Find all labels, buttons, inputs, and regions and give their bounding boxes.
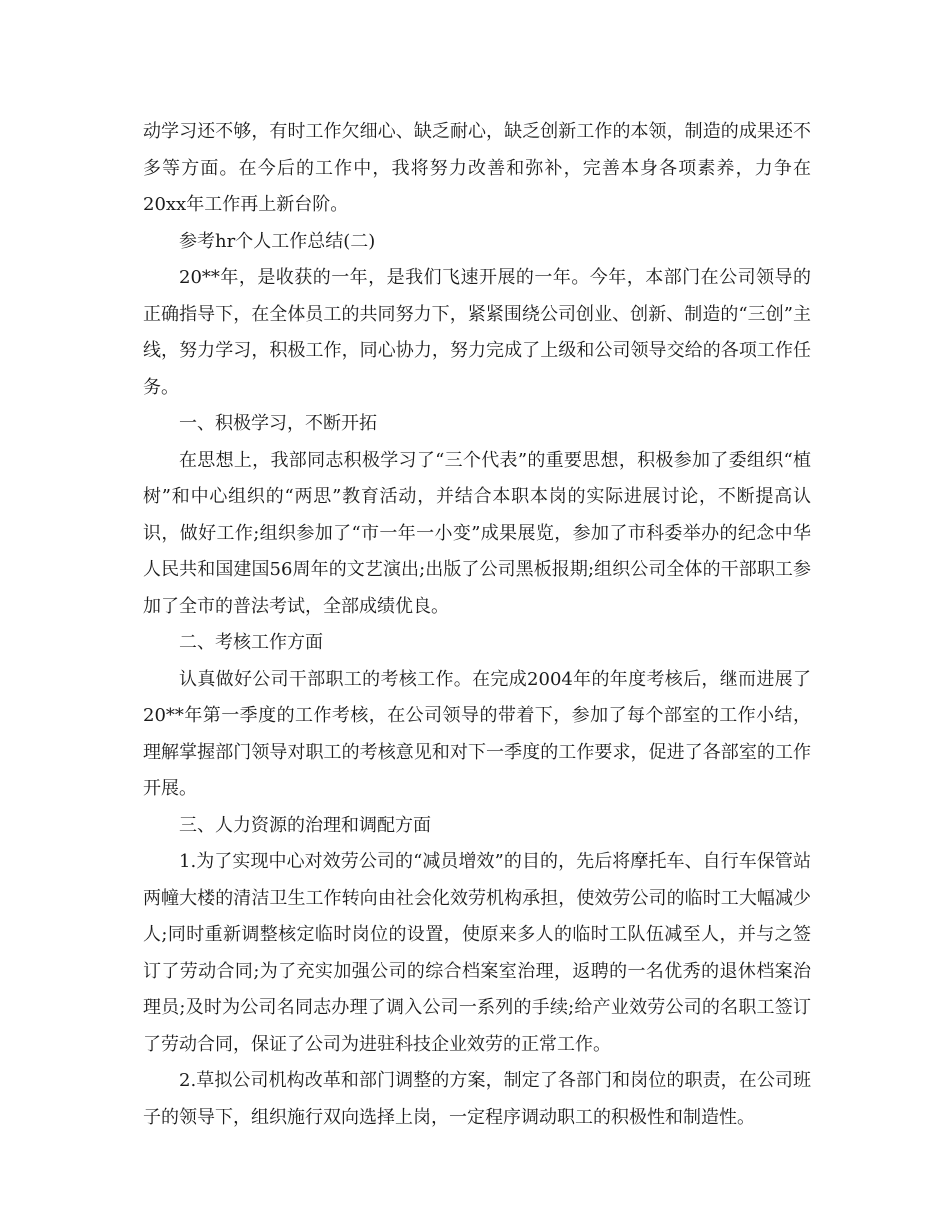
heading-learning: 一、积极学习，不断开拓 (179, 413, 377, 434)
paragraph-hr-item-2: 2.草拟公司机构改革和部门调整的方案，制定了各部门和岗位的职责，在公司班子的领导下，组织施行双向选择上岗，一定程序调动职工的积极性和制造性。 (143, 1070, 811, 1128)
section-title-reference: 参考hr个人工作总结(二) (179, 230, 376, 252)
paragraph-assessment: 认真做好公司干部职工的考核工作。在完成2004年的年度考核后，继而进展了20**年第一季度的工作考核，在公司领导的带着下，参加了每个部室的工作小结，理解掌握部门领导对职工的考核意见和对下一季度的工作要求，促进了各部室的工作开展。 (143, 668, 811, 799)
paragraph-hr-item-1: 1.为了实现中心对效劳公司的“减员增效”的目的，先后将摩托车、自行车保管站两幢大楼的清洁卫生工作转向由社会化效劳机构承担，使效劳公司的临时工大幅减少人;同时重新调整核定临时岗位的设置，使原来多人的临时工队伍减至人，并与之签订了劳动合同;为了充实加强公司的综合档案室治理，返聘的一名优秀的退休档案治理员;及时为公司名同志办理了调入公司一系列的手续;给产业效劳公司的名职工签订了劳动合同，保证了公司为进驻科技企业效劳的正常工作。 (143, 851, 811, 1055)
paragraph-continuation: 动学习还不够，有时工作欠细心、缺乏耐心，缺乏创新工作的本领，制造的成果还不多等方面。在今后的工作中，我将努力改善和弥补，完善本身各项素养，力争在20xx年工作再上新台阶。 (143, 121, 811, 215)
paragraph-intro: 20**年，是收获的一年，是我们飞速开展的一年。今年，本部门在公司领导的正确指导下，在全体员工的共同努力下，紧紧围绕公司创业、创新、制造的“三创”主线，努力学习，积极工作，同心协力，努力完成了上级和公司领导交给的各项工作任务。 (143, 267, 811, 398)
document-body (143, 114, 811, 1136)
heading-assessment: 二、考核工作方面 (179, 632, 323, 653)
heading-hr-management: 三、人力资源的治理和调配方面 (179, 814, 431, 836)
paragraph-learning: 在思想上，我部同志积极学习了“三个代表”的重要思想，积极参加了委组织“植树”和中心组织的“两思”教育活动，并结合本职本岗的实际进展讨论，不断提高认识，做好工作;组织参加了“市一年一小变”成果展览，参加了市科委举办的纪念中华人民共和国建国56周年的文艺演出;出版了公司黑板报期;组织公司全体的干部职工参加了全市的普法考试，全部成绩优良。 (143, 449, 811, 617)
